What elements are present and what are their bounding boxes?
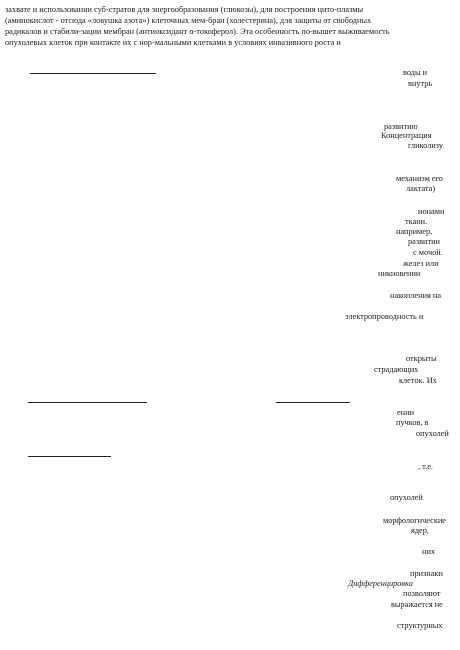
text-fragment: выражается не bbox=[391, 600, 443, 609]
text-fragment: воды и bbox=[403, 68, 428, 77]
text-fragment bbox=[348, 579, 413, 589]
underline-rule bbox=[30, 73, 156, 74]
text-fragment: лактата) bbox=[406, 184, 436, 193]
paragraph-line: радикалов и стабили-зации мембран (антиоксидант α-токоферол). Эта особенность по-вышет выживаемость bbox=[5, 27, 390, 36]
text-fragment: морфологические bbox=[383, 516, 446, 525]
paragraph-line: (аминокислот - отсюда «ловушка азота») клеточных мем-бран (холестерина), для защиты от свободных bbox=[5, 16, 372, 25]
text-fragment: гликолизу bbox=[408, 141, 444, 150]
paragraph bbox=[5, 4, 455, 48]
text-fragment: желез или bbox=[403, 259, 439, 268]
text-fragment: ткани. bbox=[405, 217, 428, 226]
underline-rule bbox=[28, 456, 111, 457]
text-fragment: никновении bbox=[378, 269, 421, 278]
text-fragment: развитии bbox=[408, 237, 440, 246]
text-fragment: развитию bbox=[384, 122, 418, 131]
text-fragment: накопления на bbox=[390, 291, 442, 300]
text-fragment: внутрь bbox=[408, 79, 433, 88]
text-fragment: опухолей bbox=[390, 493, 423, 502]
text-fragment: с мочой. bbox=[413, 248, 443, 257]
underline-rule bbox=[28, 402, 147, 403]
text-fragment: структурных bbox=[397, 621, 443, 630]
text-fragment: ионами bbox=[418, 207, 445, 216]
text-fragment: пучков, в bbox=[396, 418, 429, 427]
text-fragment: страдающих bbox=[374, 365, 419, 374]
text-fragment: позволяют bbox=[403, 589, 441, 598]
paragraph-line: опухолевых клеток при контакте их с нор-мальными клетками в условиях инвазивного роста и bbox=[5, 38, 341, 47]
text-fragment: опухолей bbox=[416, 429, 449, 438]
paragraph-line: захвате и использовании суб-стратов для энергообразования (глюкозы), для построения цито-плазмы bbox=[5, 5, 364, 14]
text-fragment: электропроводность и bbox=[345, 312, 424, 321]
text-fragment: Концентрация bbox=[381, 131, 432, 140]
text-fragment: признаки bbox=[410, 569, 443, 578]
italic-term: Дифференцировка bbox=[348, 579, 413, 588]
text-fragment: ядер, bbox=[411, 526, 429, 535]
text-fragment: клеток. Их bbox=[399, 376, 437, 385]
text-fragment: открыты bbox=[406, 354, 437, 363]
text-fragment: например, bbox=[396, 227, 433, 236]
text-fragment: них bbox=[422, 547, 436, 556]
underline-rule bbox=[276, 402, 350, 403]
text-fragment: ении bbox=[397, 408, 415, 417]
text-fragment: , т.е. bbox=[418, 462, 433, 471]
text-fragment: механизм его bbox=[396, 174, 443, 183]
